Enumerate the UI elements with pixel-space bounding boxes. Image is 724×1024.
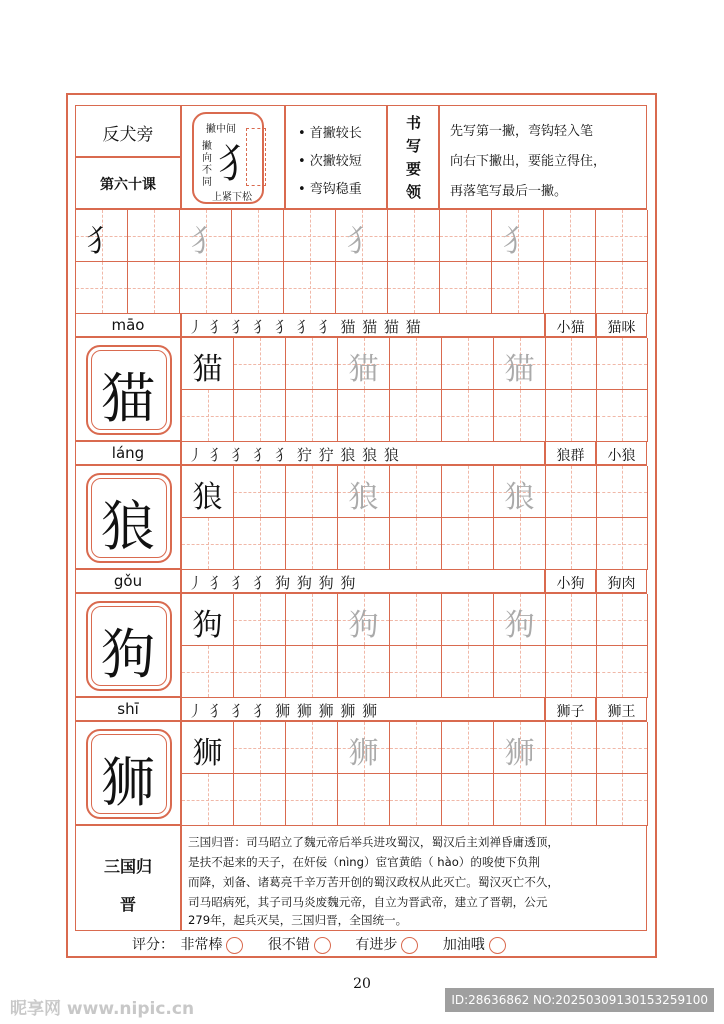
diagram-guide-box xyxy=(246,128,266,186)
practice-cell[interactable] xyxy=(546,390,597,442)
big-char: 猫 xyxy=(101,367,155,430)
practice-cell[interactable] xyxy=(390,646,442,698)
watermark-left: 昵享网 www.nipic.cn xyxy=(10,999,195,1019)
practice-cell[interactable] xyxy=(286,774,338,826)
practice-cell[interactable] xyxy=(234,774,286,826)
word-1: 小狗 xyxy=(556,576,585,592)
practice-cell[interactable] xyxy=(286,518,338,570)
practice-cell[interactable] xyxy=(546,338,597,390)
pinyin-cell xyxy=(75,441,181,465)
pinyin-cell xyxy=(75,569,181,593)
page-number: 20 xyxy=(353,976,371,992)
practice-cell[interactable] xyxy=(390,390,442,442)
practice-cell[interactable] xyxy=(234,466,286,518)
word-cell xyxy=(545,313,596,337)
big-char: 狗 xyxy=(101,623,155,686)
radical-trace: 犭 xyxy=(190,224,221,259)
trace-char: 猫 xyxy=(348,352,379,387)
practice-cell[interactable] xyxy=(182,390,234,442)
practice-cell[interactable] xyxy=(234,338,286,390)
word-cell xyxy=(596,569,647,593)
practice-cell[interactable] xyxy=(494,774,546,826)
practice-cell[interactable] xyxy=(128,210,180,262)
essentials-line-3: 再落笔写最后一撇。 xyxy=(450,184,568,199)
word-2: 小狼 xyxy=(607,448,636,464)
watermark-right: ID:28636862 NO:20250309130153259100 xyxy=(445,988,714,1012)
stroke-order: 丿 犭 犭 犭 狮 狮 狮 狮 狮 xyxy=(188,702,379,720)
practice-cell[interactable] xyxy=(180,210,232,262)
radical-practice-grid xyxy=(75,209,647,313)
practice-cell[interactable] xyxy=(388,210,440,262)
rating-row xyxy=(132,934,632,956)
pinyin-cell xyxy=(75,697,181,721)
story-text-cell xyxy=(181,825,647,931)
practice-cell[interactable] xyxy=(546,594,597,646)
practice-cell[interactable] xyxy=(492,262,544,314)
practice-cell[interactable] xyxy=(286,390,338,442)
points-cell xyxy=(285,105,387,209)
practice-cell[interactable] xyxy=(494,518,546,570)
practice-cell[interactable] xyxy=(284,262,336,314)
trace-char: 猫 xyxy=(504,352,535,387)
stroke-order-cell xyxy=(181,569,545,593)
practice-cell[interactable] xyxy=(597,774,648,826)
practice-cell[interactable] xyxy=(234,646,286,698)
lesson-title: 反犬旁 xyxy=(102,125,154,145)
story-line-4: 司马昭病死，其子司马炎废魏元帝，自立为晋武帝，建立了晋朝，公元 xyxy=(188,895,548,909)
practice-cell[interactable] xyxy=(338,774,390,826)
story-title-cell xyxy=(75,825,181,931)
practice-cell[interactable] xyxy=(597,646,648,698)
practice-cell[interactable] xyxy=(76,210,128,262)
practice-cell[interactable] xyxy=(442,594,494,646)
practice-cell[interactable] xyxy=(388,262,440,314)
practice-cell[interactable] xyxy=(180,262,232,314)
practice-cell[interactable] xyxy=(597,338,648,390)
practice-cell[interactable] xyxy=(338,594,390,646)
practice-cell[interactable] xyxy=(546,466,597,518)
story-line-5: 279年，起兵灭吴，三国归晋，全国统一。 xyxy=(188,913,408,927)
word-cell xyxy=(545,569,596,593)
practice-cell[interactable] xyxy=(442,390,494,442)
model-char: 狮 xyxy=(192,736,223,771)
rating-option[interactable] xyxy=(355,937,418,953)
stroke-order-cell xyxy=(181,313,545,337)
practice-cell[interactable] xyxy=(596,262,648,314)
rating-label: 评分： xyxy=(132,937,174,953)
rating-option[interactable] xyxy=(268,937,331,953)
character-practice-grid xyxy=(181,593,647,697)
practice-cell[interactable] xyxy=(128,262,180,314)
practice-cell[interactable] xyxy=(338,390,390,442)
rating-option-label: 非常棒 xyxy=(180,937,223,953)
story-line-1: 三国归晋：司马昭立了魏元帝后举兵进攻蜀汉，蜀汉后主刘禅昏庸透顶， xyxy=(188,835,560,849)
diagram-label-bottom: 上紧下松 xyxy=(212,192,252,203)
word-2: 猫咪 xyxy=(607,320,636,336)
practice-cell[interactable] xyxy=(338,518,390,570)
practice-cell[interactable] xyxy=(492,210,544,262)
big-char-cell xyxy=(75,721,181,825)
word-2: 狮王 xyxy=(607,704,636,720)
practice-cell[interactable] xyxy=(546,722,597,774)
essentials-line-1: 先写第一撇，弯钩轻入笔 xyxy=(450,124,594,139)
practice-cell[interactable] xyxy=(544,262,596,314)
pinyin-cell xyxy=(75,313,181,337)
practice-cell[interactable] xyxy=(442,466,494,518)
practice-cell[interactable] xyxy=(286,338,338,390)
point-2: • 次撇较短 xyxy=(298,154,362,169)
word-cell xyxy=(596,313,647,337)
practice-cell[interactable] xyxy=(286,646,338,698)
word-1: 小猫 xyxy=(556,320,585,336)
point-3: • 弯钩稳重 xyxy=(298,182,362,197)
pinyin: māo xyxy=(111,316,145,334)
practice-cell[interactable] xyxy=(494,390,546,442)
trace-char: 狼 xyxy=(348,480,379,515)
pinyin: gǒu xyxy=(113,572,143,590)
practice-cell[interactable] xyxy=(442,338,494,390)
practice-cell[interactable] xyxy=(442,774,494,826)
practice-cell[interactable] xyxy=(232,262,284,314)
word-cell xyxy=(545,441,596,465)
practice-cell[interactable] xyxy=(442,722,494,774)
practice-cell[interactable] xyxy=(390,466,442,518)
practice-cell[interactable] xyxy=(182,722,234,774)
trace-char: 狼 xyxy=(504,480,535,515)
practice-cell[interactable] xyxy=(286,722,338,774)
radical-model: 犭 xyxy=(86,224,117,259)
practice-cell[interactable] xyxy=(390,594,442,646)
practice-cell[interactable] xyxy=(390,722,442,774)
practice-cell[interactable] xyxy=(440,262,492,314)
pinyin: láng xyxy=(111,444,145,462)
stroke-order-cell xyxy=(181,441,545,465)
story-title-line-1: 三国归 xyxy=(103,857,152,876)
stroke-order: 丿 犭 犭 犭 犭 犭 犭 猫 猫 猫 猫 xyxy=(188,318,422,336)
trace-char: 狮 xyxy=(504,736,535,771)
story-line-3: 而降，刘备、诸葛亮千辛万苦开创的蜀汉政权从此灭亡。蜀汉灭亡不久， xyxy=(188,875,560,889)
practice-cell[interactable] xyxy=(597,594,648,646)
stroke-order: 丿 犭 犭 犭 狗 狗 狗 狗 xyxy=(188,574,357,592)
rating-option[interactable] xyxy=(443,937,506,953)
practice-cell[interactable] xyxy=(232,210,284,262)
radical-diagram-cell xyxy=(181,105,285,209)
practice-cell[interactable] xyxy=(182,338,234,390)
practice-cell[interactable] xyxy=(284,210,336,262)
practice-cell[interactable] xyxy=(442,518,494,570)
diagram-label-left: 撇向不同 xyxy=(202,141,212,188)
radical-trace: 犭 xyxy=(346,224,377,259)
character-practice-grid xyxy=(181,721,647,825)
essentials-text-cell xyxy=(439,105,647,209)
practice-cell[interactable] xyxy=(234,518,286,570)
practice-cell[interactable] xyxy=(336,210,388,262)
practice-cell[interactable] xyxy=(234,594,286,646)
rating-option-label: 有进步 xyxy=(355,937,398,953)
practice-cell[interactable] xyxy=(182,774,234,826)
practice-cell[interactable] xyxy=(597,390,648,442)
practice-cell[interactable] xyxy=(390,774,442,826)
practice-cell[interactable] xyxy=(286,594,338,646)
practice-cell[interactable] xyxy=(597,518,648,570)
rating-option[interactable] xyxy=(180,937,243,953)
practice-cell[interactable] xyxy=(596,210,648,262)
practice-cell[interactable] xyxy=(494,338,546,390)
practice-cell[interactable] xyxy=(286,466,338,518)
practice-cell[interactable] xyxy=(76,262,128,314)
practice-cell[interactable] xyxy=(234,722,286,774)
practice-cell[interactable] xyxy=(546,518,597,570)
practice-cell[interactable] xyxy=(494,722,546,774)
practice-cell[interactable] xyxy=(440,210,492,262)
rating-option-label: 加油哦 xyxy=(442,937,485,953)
practice-cell[interactable] xyxy=(546,774,597,826)
big-char-cell xyxy=(75,337,181,441)
practice-cell[interactable] xyxy=(182,518,234,570)
practice-cell[interactable] xyxy=(338,646,390,698)
big-char-cell xyxy=(75,593,181,697)
practice-cell[interactable] xyxy=(182,466,234,518)
stroke-order: 丿 犭 犭 犭 犭 狞 狞 狼 狼 狼 xyxy=(188,446,400,464)
model-char: 狗 xyxy=(192,608,223,643)
big-char: 狮 xyxy=(101,751,155,814)
story-title-line-2: 晋 xyxy=(119,895,136,914)
practice-cell[interactable] xyxy=(234,390,286,442)
practice-cell[interactable] xyxy=(494,594,546,646)
practice-cell[interactable] xyxy=(442,646,494,698)
radical-trace: 犭 xyxy=(502,224,533,259)
practice-cell[interactable] xyxy=(338,338,390,390)
diagram-radical-char: 犭 xyxy=(218,141,258,187)
essentials-label-cell xyxy=(387,105,439,209)
rating-circle[interactable] xyxy=(226,937,243,954)
practice-cell[interactable] xyxy=(390,338,442,390)
watermark-bar xyxy=(0,984,724,1024)
practice-cell[interactable] xyxy=(182,594,234,646)
practice-cell[interactable] xyxy=(390,518,442,570)
practice-cell[interactable] xyxy=(597,466,648,518)
trace-char: 狗 xyxy=(504,608,535,643)
rating-option-label: 很不错 xyxy=(267,937,310,953)
header-lesson-cell xyxy=(75,157,181,209)
model-char: 狼 xyxy=(192,480,223,515)
rating-circle[interactable] xyxy=(314,937,331,954)
big-char-cell xyxy=(75,465,181,569)
rating-circle[interactable] xyxy=(489,937,506,954)
practice-cell[interactable] xyxy=(544,210,596,262)
practice-cell[interactable] xyxy=(336,262,388,314)
practice-cell[interactable] xyxy=(338,466,390,518)
trace-char: 狗 xyxy=(348,608,379,643)
word-1: 狼群 xyxy=(556,448,585,464)
practice-cell[interactable] xyxy=(494,646,546,698)
model-char: 猫 xyxy=(192,352,223,387)
word-cell xyxy=(596,441,647,465)
rating-circle[interactable] xyxy=(401,937,418,954)
word-1: 狮子 xyxy=(556,704,585,720)
stroke-order-cell xyxy=(181,697,545,721)
pinyin: shī xyxy=(117,700,139,718)
point-1: • 首撇较长 xyxy=(298,126,362,141)
story-line-2: 是扶不起来的天子，在奸佞（nìng）宦官黄皓（ hào）的唆使下负荆 xyxy=(188,855,540,869)
header-title-cell xyxy=(75,105,181,157)
practice-cell[interactable] xyxy=(494,466,546,518)
practice-cell[interactable] xyxy=(546,646,597,698)
lesson-number: 第六十课 xyxy=(100,177,156,193)
practice-cell[interactable] xyxy=(338,722,390,774)
trace-char: 狮 xyxy=(348,736,379,771)
character-practice-grid xyxy=(181,465,647,569)
word-cell xyxy=(545,697,596,721)
essentials-label: 书写要领 xyxy=(406,114,422,201)
big-char: 狼 xyxy=(101,495,155,558)
practice-cell[interactable] xyxy=(597,722,648,774)
essentials-line-2: 向右下撇出，要能立得住， xyxy=(450,154,607,169)
word-cell xyxy=(596,697,647,721)
practice-cell[interactable] xyxy=(182,646,234,698)
diagram-label-top: 撇中间 xyxy=(206,124,236,135)
word-2: 狗肉 xyxy=(607,576,636,592)
character-practice-grid xyxy=(181,337,647,441)
